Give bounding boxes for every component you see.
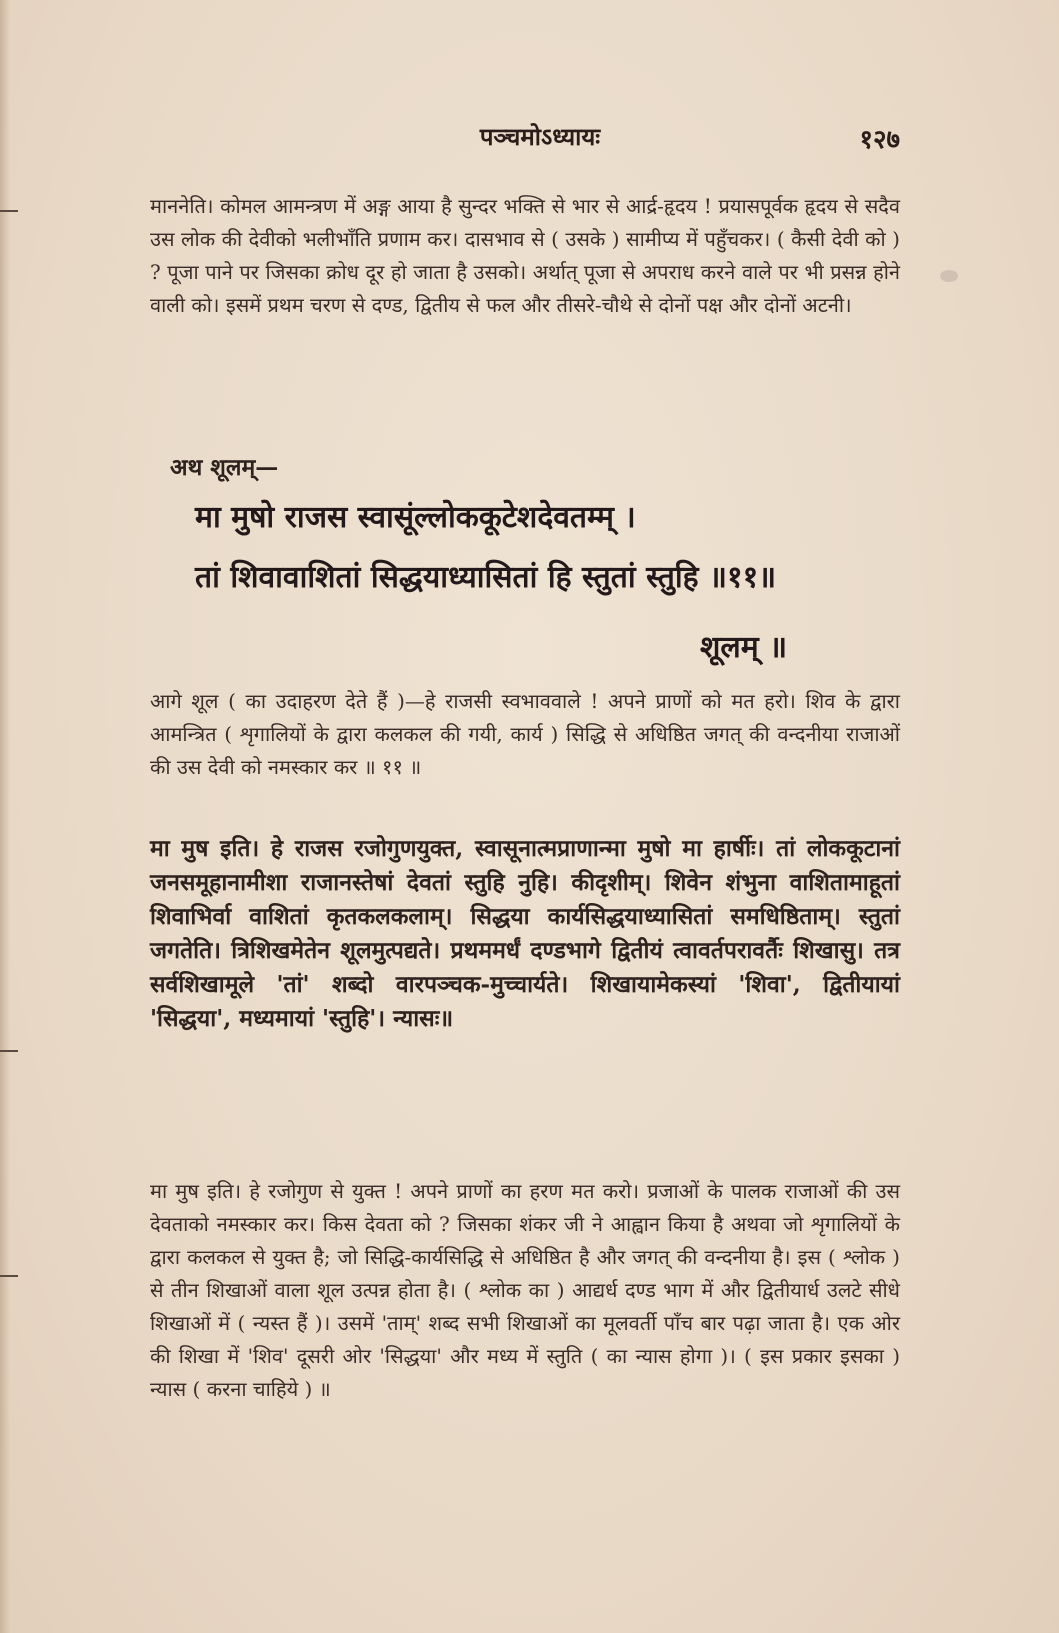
margin-mark bbox=[0, 210, 18, 212]
verse-line-3: शूलम् ॥ bbox=[700, 630, 788, 665]
page-number: १२७ bbox=[859, 125, 900, 155]
verse-line-2: तां शिवावाशितां सिद्धयाध्यासितां हि स्तुतां स्तुहि ॥११॥ bbox=[195, 560, 777, 595]
running-head: पञ्चमोऽध्यायः bbox=[479, 122, 601, 151]
margin-mark bbox=[0, 1275, 18, 1277]
translation-paragraph-1: आगे शूल ( का उदाहरण देते हैं )—हे राजसी स्वभाववाले ! अपने प्राणों को मत हरो। शिव के द्वारा आमन्त्रित ( शृगालियों के द्वारा कलकल की गयी, कार्य ) सिद्धि से अधिष्ठित जगत् की वन्दनीया राजाओं की उस देवी को नमस्कार कर ॥ ११ ॥ bbox=[150, 689, 900, 779]
sanskrit-commentary: मा मुष इति। हे राजस रजोगुणयुक्त, स्वासूनात्मप्राणान्मा मुषो मा हार्षीः। तां लोककूटानां जनसमूहानामीशा राजानस्तेषां देवतां स्तुहि नुहि। कीदृशीम्। शिवेन शंभुना वाशितामाहूतां शिवाभिर्वा वाशितां कृतकलकलाम्। सिद्धया कार्यसिद्धयाध्यासितां समधिष्ठिताम्। स्तुतां जगतेति। त्रिशिखमेतेन शूलमुत्पद्यते। प्रथममर्धं दण्डभागे द्वितीयं त्वावर्तपरावर्तैः शिखासु। तत्र सर्वशिखामूले 'तां' शब्दो वारपञ्चक-मुच्चार्यते। शिखायामेकस्यां 'शिवा', द्वितीयायां 'सिद्धया', मध्यमायां 'स्तुहि'। न्यासः॥ bbox=[150, 835, 900, 1032]
margin-mark bbox=[0, 1050, 18, 1052]
verse-line-1: मा मुषो राजस स्वासूंल्लोककूटेशदेवतम्म् । bbox=[195, 500, 636, 535]
ink-smudge bbox=[940, 270, 958, 282]
translation-paragraph-2: मा मुष इति। हे रजोगुण से युक्त ! अपने प्राणों का हरण मत करो। प्रजाओं के पालक राजाओं की उस देवताको नमस्कार कर। किस देवता को ? जिसका शंकर जी ने आह्वान किया है अथवा जो शृगालियों के द्वारा कलकल से युक्त है; जो सिद्धि-कार्यसिद्धि से अधिष्ठित है और जगत् की वन्दनीया है। इस ( श्लोक ) से तीन शिखाओं वाला शूल उत्पन्न होता है। ( श्लोक का ) आद्यर्ध दण्ड भाग में और द्वितीयार्ध उलटे सीधे शिखाओं में ( न्यस्त हैं )। उसमें 'ताम्' शब्द सभी शिखाओं का मूलवर्ती पाँच बार पढ़ा जाता है। एक ओर की शिखा में 'शिव' दूसरी ओर 'सिद्धया' और मध्य में स्तुति ( का न्यास होगा )। ( इस प्रकार इसका ) न्यास ( करना चाहिये ) ॥ bbox=[150, 1179, 900, 1401]
section-heading: अथ शूलम्— bbox=[170, 454, 279, 481]
page-edge-shadow bbox=[0, 0, 10, 1633]
page-header bbox=[180, 120, 900, 160]
commentary-paragraph-1: माननेति। कोमल आमन्त्रण में अङ्ग आया है सुन्दर भक्ति से भार से आर्द्र-हृदय ! प्रयासपूर्वक हृदय से सदैव उस लोक की देवीको भलीभाँति प्रणाम कर। दासभाव से ( उसके ) सामीप्य में पहुँचकर। ( कैसी देवी को ) ? पूजा पाने पर जिसका क्रोध दूर हो जाता है उसको। अर्थात् पूजा से अपराध करने वाले पर भी प्रसन्न होने वाली को। इसमें प्रथम चरण से दण्ड, द्वितीय से फल और तीसरे-चौथे से दोनों पक्ष और दोनों अटनी। bbox=[150, 194, 900, 317]
